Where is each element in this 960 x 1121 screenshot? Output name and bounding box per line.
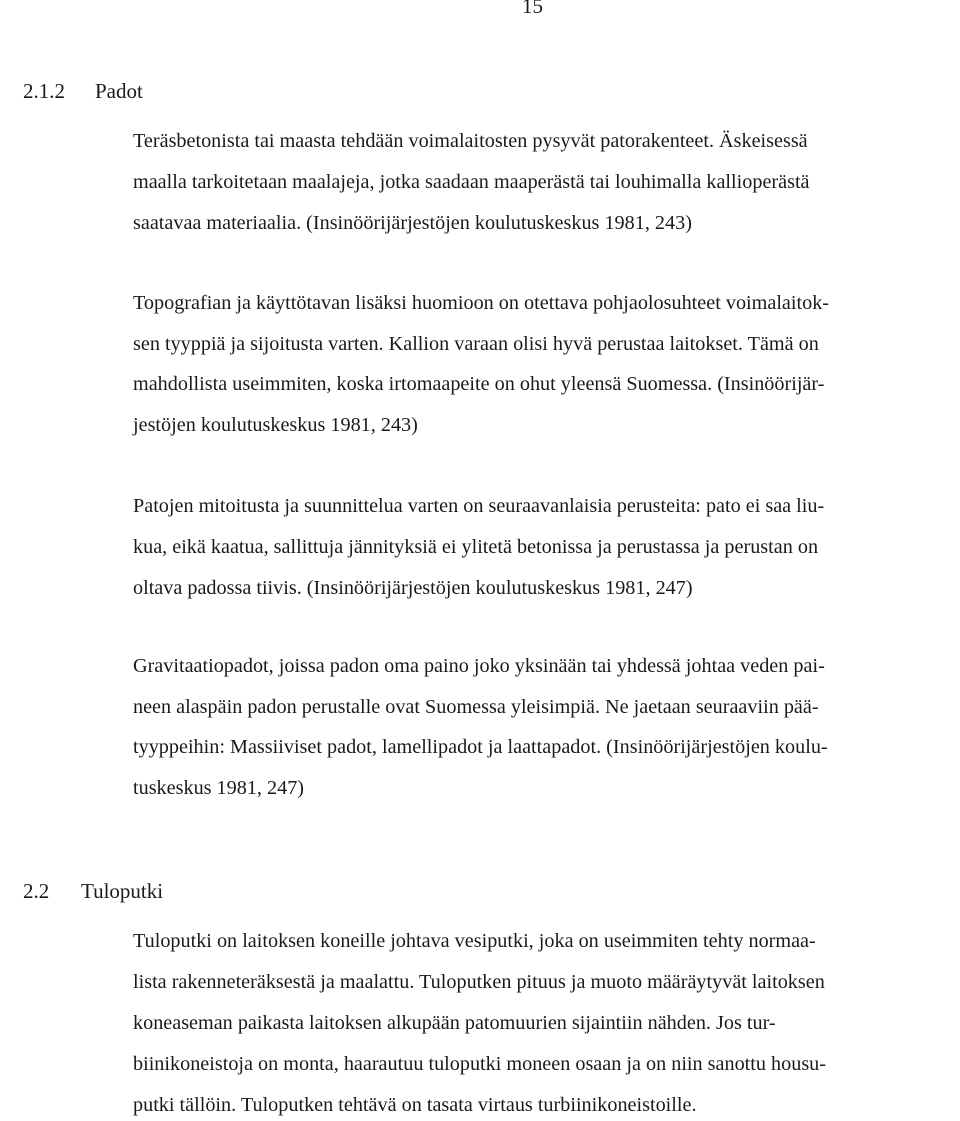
text-line: Topografian ja käyttötavan lisäksi huomioon on otettava pohjaolosuhteet voimalaitok- [133, 292, 830, 314]
text-line: mahdollista useimmiten, koska irtomaapeite on ohut yleensä Suomessa. (Insinöörijär- [133, 373, 825, 395]
page-number: 15 [522, 0, 543, 18]
text-line: putki tällöin. Tuloputken tehtävä on tasata virtaus turbiinikoneistoille. [133, 1094, 697, 1116]
text-line: tuskeskus 1981, 247) [133, 777, 305, 799]
text-line: neen alaspäin padon perustalle ovat Suomessa yleisimpiä. Ne jaetaan seuraaviin pää- [133, 696, 819, 718]
text-line: jestöjen koulutuskeskus 1981, 243) [133, 414, 418, 436]
text-line: Patojen mitoitusta ja suunnittelua varten on seuraavanlaisia perusteita: pato ei saa liu- [133, 495, 825, 517]
text-line: lista rakenneteräksestä ja maalattu. Tuloputken pituus ja muoto määräytyvät laitoksen [133, 971, 825, 993]
text-line: biinikoneistoja on monta, haarautuu tuloputki moneen osaan ja on niin sanottu housu- [133, 1053, 826, 1075]
text-line: Teräsbetonista tai maasta tehdään voimalaitosten pysyvät patorakenteet. Äskeisessä [133, 130, 808, 152]
section-number: 2.1.2 [23, 79, 65, 103]
text-line: kua, eikä kaatua, sallittuja jännityksiä ei ylitetä betonissa ja perustassa ja perustan on [133, 536, 819, 558]
text-line: Tuloputki on laitoksen koneille johtava vesiputki, joka on useimmiten tehty normaa- [133, 930, 816, 952]
section-title: Padot [95, 79, 143, 103]
text-line: oltava padossa tiivis. (Insinöörijärjestöjen koulutuskeskus 1981, 247) [133, 577, 693, 599]
text-line: saatavaa materiaalia. (Insinöörijärjestöjen koulutuskeskus 1981, 243) [133, 212, 692, 234]
text-line: tyyppeihin: Massiiviset padot, lamellipadot ja laattapadot. (Insinöörijärjestöjen koulu- [133, 736, 828, 758]
section-number: 2.2 [23, 879, 50, 903]
text-line: sen tyyppiä ja sijoitusta varten. Kallion varaan olisi hyvä perustaa laitokset. Tämä on [133, 333, 819, 355]
text-line: koneaseman paikasta laitoksen alkupään patomuurien sijaintiin nähden. Jos tur- [133, 1012, 776, 1034]
section-title: Tuloputki [81, 879, 164, 903]
section-heading-tuloputki [2, 854, 163, 929]
text-line: maalla tarkoitetaan maalajeja, jotka saadaan maaperästä tai louhimalla kallioperästä [133, 171, 810, 193]
section-heading-padot [2, 54, 143, 129]
text-line: Gravitaatiopadot, joissa padon oma paino joko yksinään tai yhdessä johtaa veden pai- [133, 655, 825, 677]
